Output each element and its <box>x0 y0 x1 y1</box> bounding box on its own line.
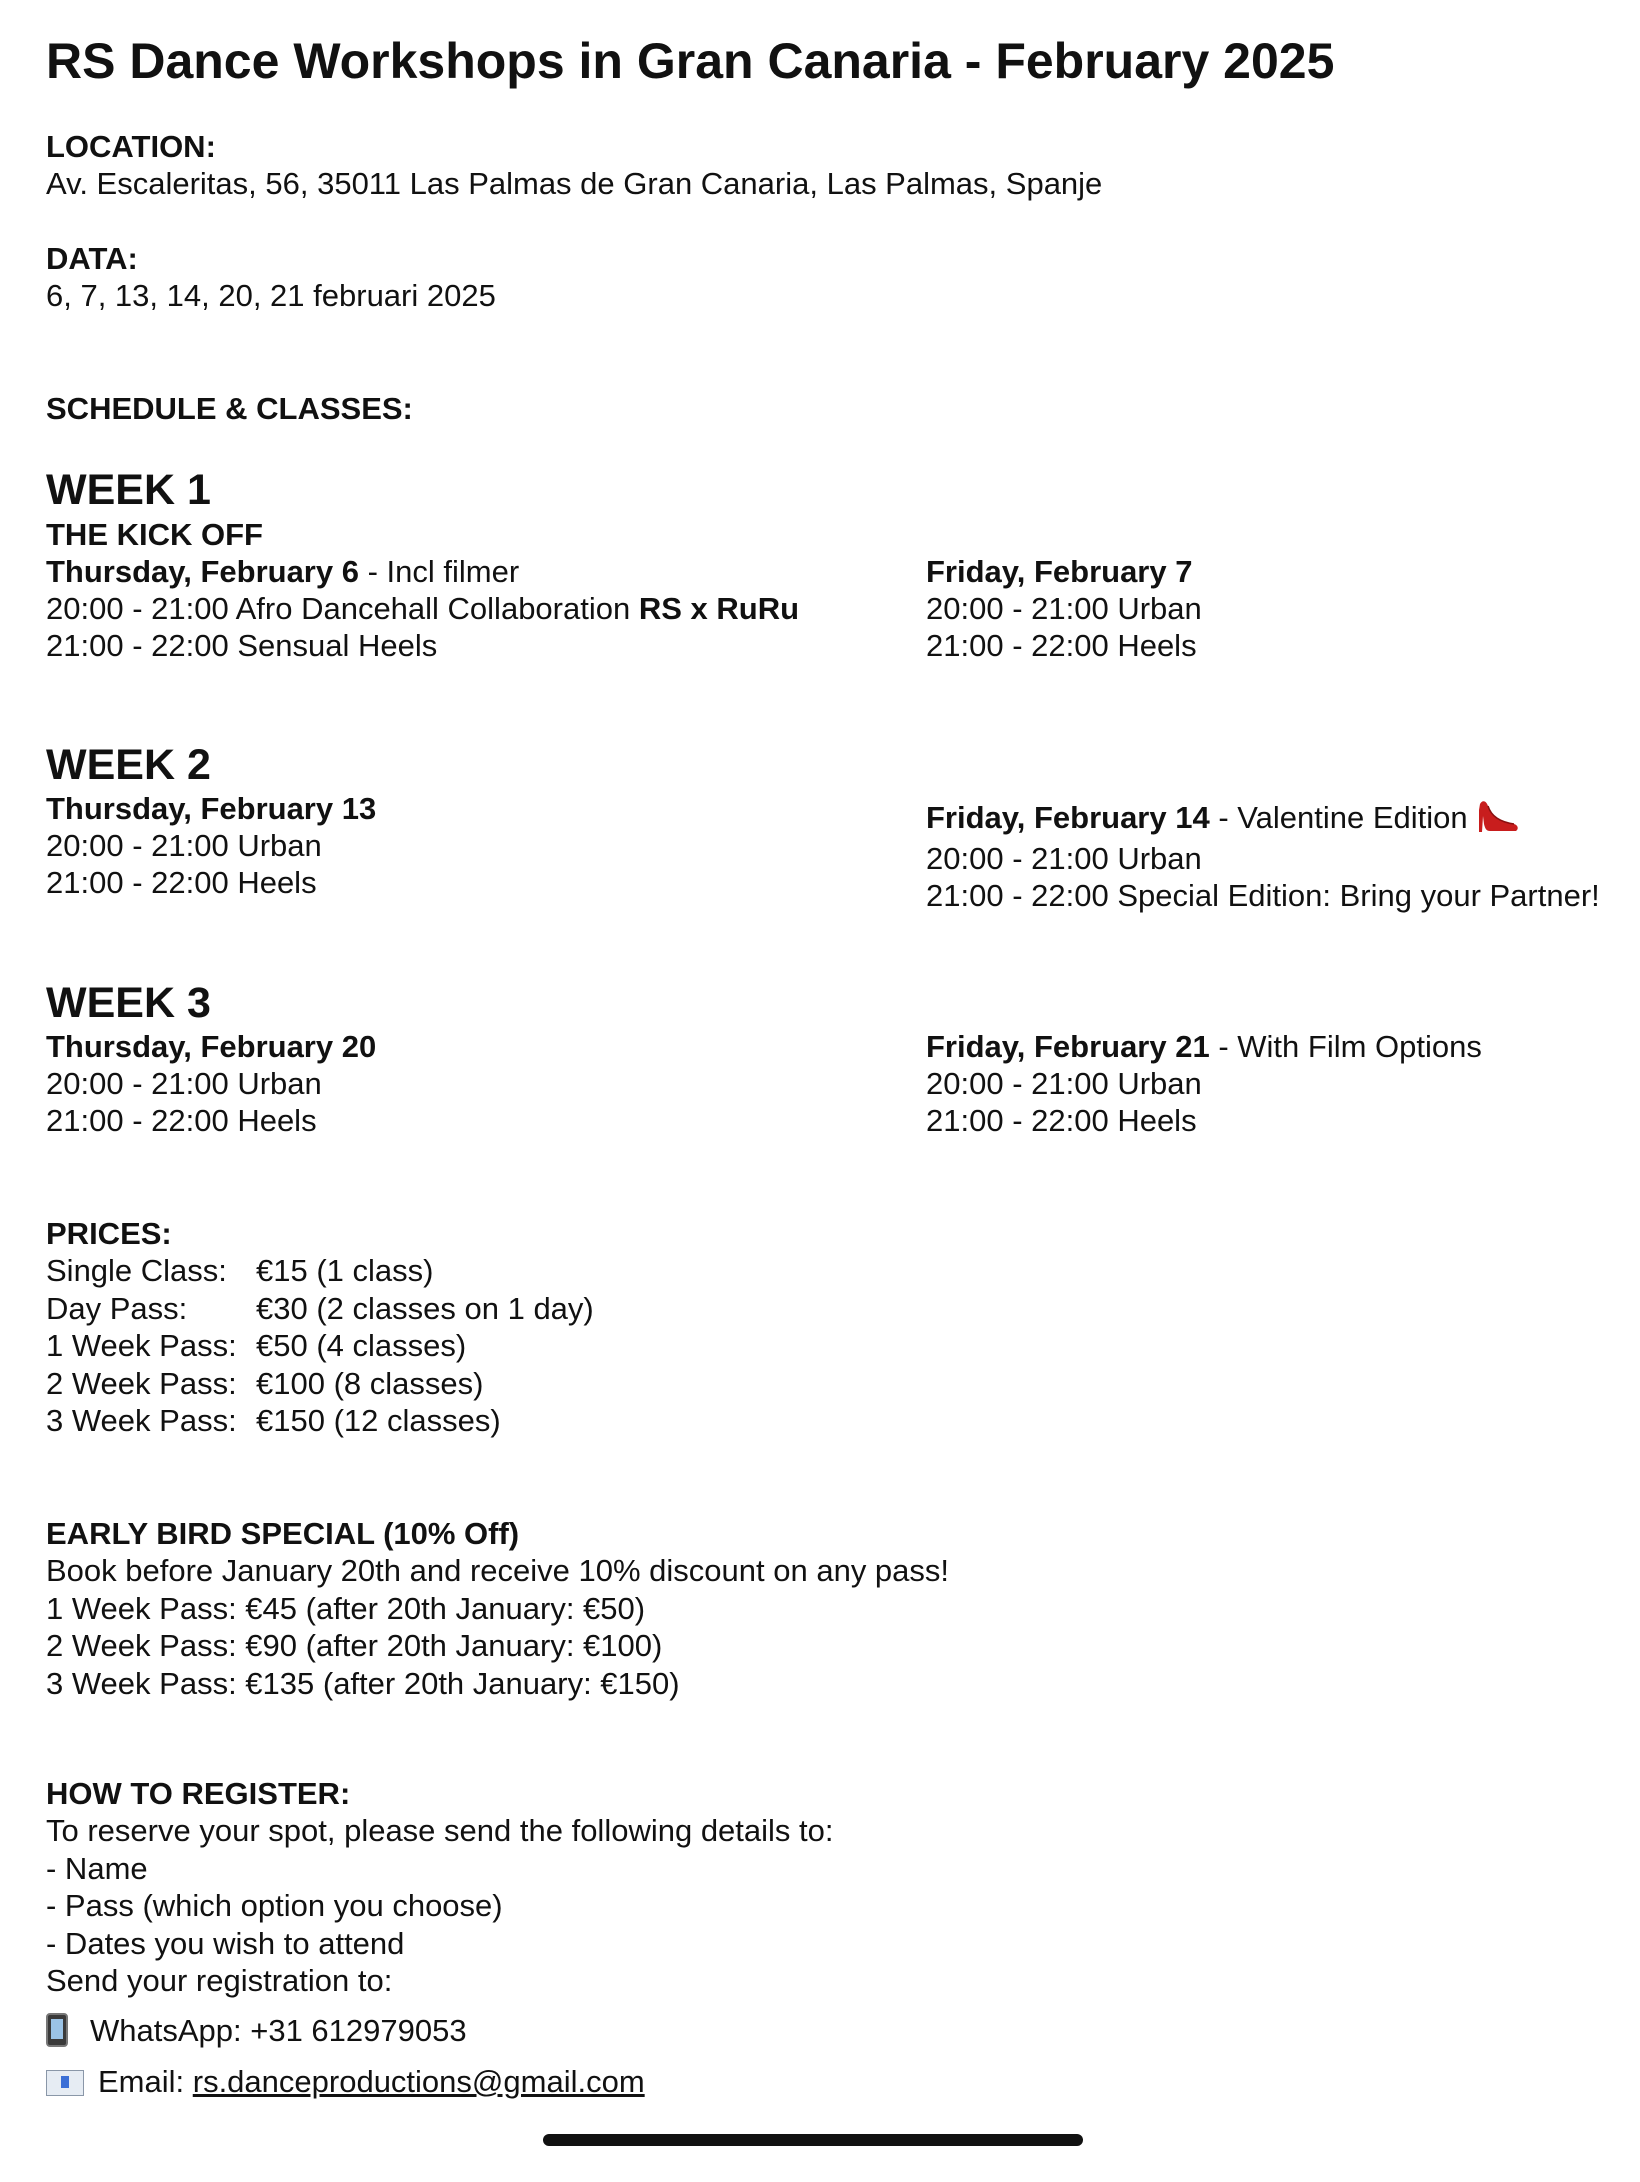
week3-thursday-class2: 21:00 - 22:00 Heels <box>46 1103 317 1138</box>
early-bird-line: 2 Week Pass: €90 (after 20th January: €100) <box>46 1628 663 1663</box>
register-item: - Dates you wish to attend <box>46 1925 405 1961</box>
early-bird-line: 3 Week Pass: €135 (after 20th January: €150) <box>46 1665 680 1701</box>
register-intro: To reserve your spot, please send the following details to: <box>46 1813 834 1848</box>
price-name: Day Pass: <box>46 1290 188 1326</box>
week1-friday-day: Friday, February 7 <box>926 554 1193 589</box>
week1-subtitle: THE KICK OFF <box>46 517 263 552</box>
week2-thursday-class2: 21:00 - 22:00 Heels <box>46 865 317 900</box>
register-body <box>46 1812 834 2000</box>
week2-thursday-day: Thursday, February 13 <box>46 791 377 826</box>
week3-friday-heading <box>926 1028 1482 1066</box>
week2-friday-note: - Valentine Edition <box>1209 800 1468 835</box>
price-value: €30 (2 classes on 1 day) <box>256 1290 594 1326</box>
location-label: LOCATION: <box>46 129 216 164</box>
price-row <box>46 1252 594 1290</box>
dates-value: 6, 7, 13, 14, 20, 21 februari 2025 <box>46 278 496 313</box>
price-value: €15 (1 class) <box>256 1253 434 1288</box>
week1-thursday-note: - Incl filmer <box>358 554 520 589</box>
price-row <box>46 1290 594 1328</box>
week2-friday-class2: 21:00 - 22:00 Special Edition: Bring your Partner! <box>926 878 1600 913</box>
week2-title: WEEK 2 <box>46 741 211 789</box>
whatsapp-text: WhatsApp: +31 612979053 <box>90 2013 467 2048</box>
register-label: HOW TO REGISTER: <box>46 1776 351 1811</box>
week2-friday-heading <box>926 798 1520 837</box>
price-value: €150 (12 classes) <box>256 1403 501 1438</box>
price-value: €100 (8 classes) <box>256 1365 484 1401</box>
week3-thursday-class1: 20:00 - 21:00 Urban <box>46 1066 322 1101</box>
week3-friday-day: Friday, February 21 <box>926 1029 1210 1064</box>
early-bird-intro: Book before January 20th and receive 10% discount on any pass! <box>46 1553 950 1588</box>
week2-friday-class1: 20:00 - 21:00 Urban <box>926 841 1202 876</box>
week1-friday-class2: 21:00 - 22:00 Heels <box>926 628 1197 663</box>
mobile-phone-icon <box>46 2013 68 2047</box>
email-link[interactable]: rs.danceproductions@gmail.com <box>192 2064 645 2099</box>
week3-title: WEEK 3 <box>46 979 211 1027</box>
week2-friday-day: Friday, February 14 <box>926 800 1210 835</box>
prices-label: PRICES: <box>46 1216 172 1251</box>
page-title: RS Dance Workshops in Gran Canaria - February 2025 <box>46 33 1335 89</box>
week3-friday-note: - With Film Options <box>1209 1029 1482 1064</box>
price-row <box>46 1327 594 1365</box>
week1-thursday-collab: RS x RuRu <box>638 591 800 626</box>
high-heel-icon <box>1476 798 1520 834</box>
week1-thursday-class1-text: 20:00 - 21:00 Afro Dancehall Collaboration <box>46 591 639 626</box>
week2-thursday-class1: 20:00 - 21:00 Urban <box>46 828 322 863</box>
price-name: 1 Week Pass: <box>46 1328 237 1363</box>
week1-thursday-class2: 21:00 - 22:00 Sensual Heels <box>46 628 438 663</box>
price-name: Single Class: <box>46 1253 227 1288</box>
week1-thursday-day: Thursday, February 6 <box>46 554 359 589</box>
dates-label: DATA: <box>46 241 138 276</box>
price-name: 2 Week Pass: <box>46 1365 237 1401</box>
week1-friday-class1: 20:00 - 21:00 Urban <box>926 591 1202 626</box>
location-value: Av. Escaleritas, 56, 35011 Las Palmas de Gran Canaria, Las Palmas, Spanje <box>46 166 1103 201</box>
early-bird-body <box>46 1552 949 1702</box>
week3-friday-class1: 20:00 - 21:00 Urban <box>926 1066 1202 1101</box>
email-line <box>46 2063 645 2101</box>
week1-thursday-heading <box>46 553 519 591</box>
register-item: - Pass (which option you choose) <box>46 1888 503 1923</box>
price-row <box>46 1402 594 1440</box>
week3-thursday-day: Thursday, February 20 <box>46 1029 377 1064</box>
envelope-icon <box>46 2070 84 2096</box>
early-bird-line: 1 Week Pass: €45 (after 20th January: €50) <box>46 1590 646 1626</box>
week1-thursday-class1 <box>46 590 799 628</box>
week3-friday-class2: 21:00 - 22:00 Heels <box>926 1103 1197 1138</box>
schedule-label: SCHEDULE & CLASSES: <box>46 391 413 426</box>
early-bird-label: EARLY BIRD SPECIAL (10% Off) <box>46 1516 520 1551</box>
price-name: 3 Week Pass: <box>46 1403 237 1438</box>
price-row <box>46 1365 594 1403</box>
price-value: €50 (4 classes) <box>256 1328 467 1363</box>
home-indicator[interactable] <box>543 2134 1083 2146</box>
whatsapp-line <box>46 2012 467 2050</box>
email-label: Email: <box>98 2064 193 2099</box>
week1-title: WEEK 1 <box>46 466 211 514</box>
price-list <box>46 1252 594 1440</box>
register-item: - Name <box>46 1850 148 1886</box>
register-send: Send your registration to: <box>46 1963 393 1998</box>
